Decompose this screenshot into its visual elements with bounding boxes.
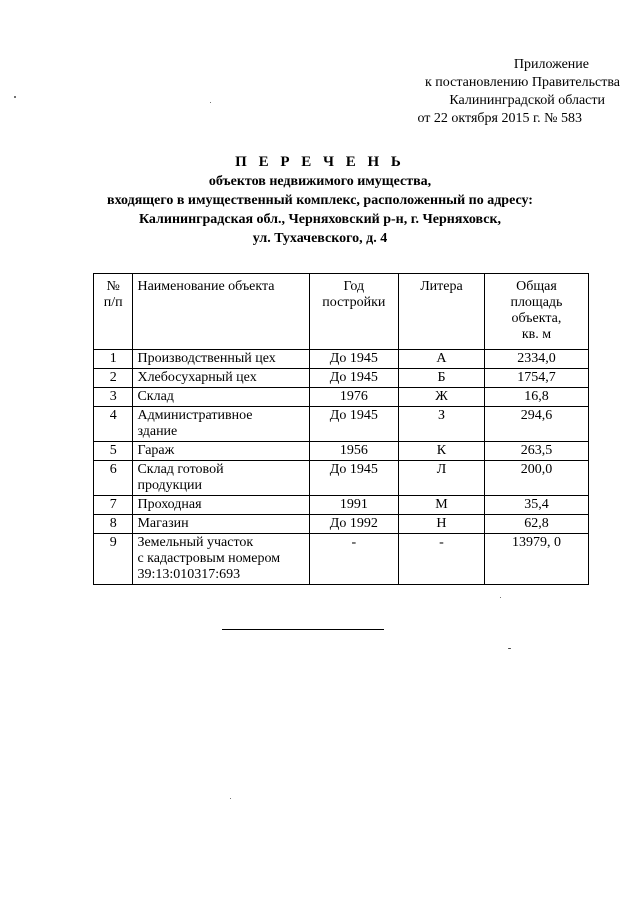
cell-year: 1976	[309, 388, 398, 407]
table-row	[94, 442, 589, 461]
document-title	[0, 153, 640, 248]
cell-name-line1: Склад готовой	[137, 462, 224, 477]
cell-num: 3	[94, 388, 133, 407]
cell-area: 62,8	[484, 515, 588, 534]
cell-name-line1: Административное	[137, 408, 253, 423]
cell-year: -	[309, 534, 398, 585]
table-row	[94, 515, 589, 534]
cell-name	[133, 496, 309, 515]
objects-table	[93, 273, 589, 585]
cell-num: 6	[94, 461, 133, 496]
appendix-title: Приложение	[513, 57, 589, 72]
header-area	[484, 274, 588, 350]
cell-area: 200,0	[484, 461, 588, 496]
appendix-date-number: от 22 октября 2015 г. № 583	[417, 111, 582, 126]
cell-year: До 1945	[309, 407, 398, 442]
cell-litera: Н	[399, 515, 485, 534]
cell-name-line2: продукции	[137, 478, 202, 493]
cell-area: 2334,0	[484, 350, 588, 369]
title-line-5: ул. Тухачевского, д. 4	[252, 231, 388, 246]
cell-area: 1754,7	[484, 369, 588, 388]
appendix-region: Калининградской области	[449, 93, 605, 108]
cell-name-line2: здание	[137, 424, 178, 439]
table-row	[94, 388, 589, 407]
scan-speck	[230, 798, 231, 799]
cell-num: 2	[94, 369, 133, 388]
cell-num: 9	[94, 534, 133, 585]
cell-litera: -	[399, 534, 485, 585]
cell-num: 5	[94, 442, 133, 461]
cell-area: 35,4	[484, 496, 588, 515]
table-row	[94, 407, 589, 442]
cell-name	[133, 534, 309, 585]
header-year-line1: Год	[343, 279, 365, 294]
header-litera: Литера	[399, 274, 485, 350]
header-area-line3: кв. м	[521, 327, 552, 342]
cell-num: 4	[94, 407, 133, 442]
table-row	[94, 350, 589, 369]
cell-litera: З	[399, 407, 485, 442]
table-row	[94, 369, 589, 388]
scan-speck	[508, 648, 511, 649]
cell-area: 294,6	[484, 407, 588, 442]
table-header-row	[94, 274, 589, 350]
header-area-line1: Общая площадь	[510, 279, 563, 310]
cell-year: 1991	[309, 496, 398, 515]
header-num-line1: №	[106, 279, 120, 294]
cell-name-line1: Производственный цех	[137, 351, 276, 366]
cell-name-line3: 39:13:010317:693	[137, 567, 241, 582]
cell-litera: Б	[399, 369, 485, 388]
appendix-block	[310, 56, 620, 128]
scan-speck	[500, 597, 501, 598]
cell-name-line1: Проходная	[137, 497, 202, 512]
cell-year: 1956	[309, 442, 398, 461]
cell-name	[133, 442, 309, 461]
scan-speck	[210, 102, 211, 103]
header-name: Наименование объекта	[133, 274, 309, 350]
cell-name-line2: с кадастровым номером	[137, 551, 281, 566]
cell-litera: Ж	[399, 388, 485, 407]
cell-num: 8	[94, 515, 133, 534]
table-row	[94, 534, 589, 585]
cell-name-line1: Гараж	[137, 443, 175, 458]
cell-num: 1	[94, 350, 133, 369]
cell-name-line1: Земельный участок	[137, 535, 254, 550]
signature-line	[222, 629, 384, 630]
cell-name	[133, 369, 309, 388]
header-area-line2: объекта,	[511, 311, 562, 326]
cell-year: До 1992	[309, 515, 398, 534]
table-row	[94, 496, 589, 515]
cell-year: До 1945	[309, 350, 398, 369]
appendix-decree-ref: к постановлению Правительства	[424, 75, 620, 90]
cell-year: До 1945	[309, 369, 398, 388]
cell-area: 16,8	[484, 388, 588, 407]
title-line-3: входящего в имущественный комплекс, расположенный по адресу:	[107, 193, 533, 208]
title-line-4: Калининградская обл., Черняховский р-н, г. Черняховск,	[138, 212, 502, 227]
cell-litera: А	[399, 350, 485, 369]
cell-litera: Л	[399, 461, 485, 496]
cell-name-line1: Хлебосухарный цех	[137, 370, 257, 385]
cell-year: До 1945	[309, 461, 398, 496]
cell-litera: М	[399, 496, 485, 515]
cell-name	[133, 350, 309, 369]
scan-speck	[14, 96, 16, 98]
cell-name	[133, 388, 309, 407]
title-line-2: объектов недвижимого имущества,	[208, 174, 432, 189]
cell-name-line1: Склад	[137, 389, 174, 404]
header-num-line2: п/п	[103, 295, 123, 310]
cell-name	[133, 461, 309, 496]
cell-area: 13979, 0	[484, 534, 588, 585]
cell-name-line1: Магазин	[137, 516, 189, 531]
cell-name	[133, 407, 309, 442]
table-row	[94, 461, 589, 496]
header-num	[94, 274, 133, 350]
header-year	[309, 274, 398, 350]
cell-num: 7	[94, 496, 133, 515]
cell-name	[133, 515, 309, 534]
title-heading: П Е Р Е Ч Е Н Ь	[235, 154, 405, 170]
header-year-line2: постройки	[322, 295, 386, 310]
cell-area: 263,5	[484, 442, 588, 461]
cell-litera: К	[399, 442, 485, 461]
